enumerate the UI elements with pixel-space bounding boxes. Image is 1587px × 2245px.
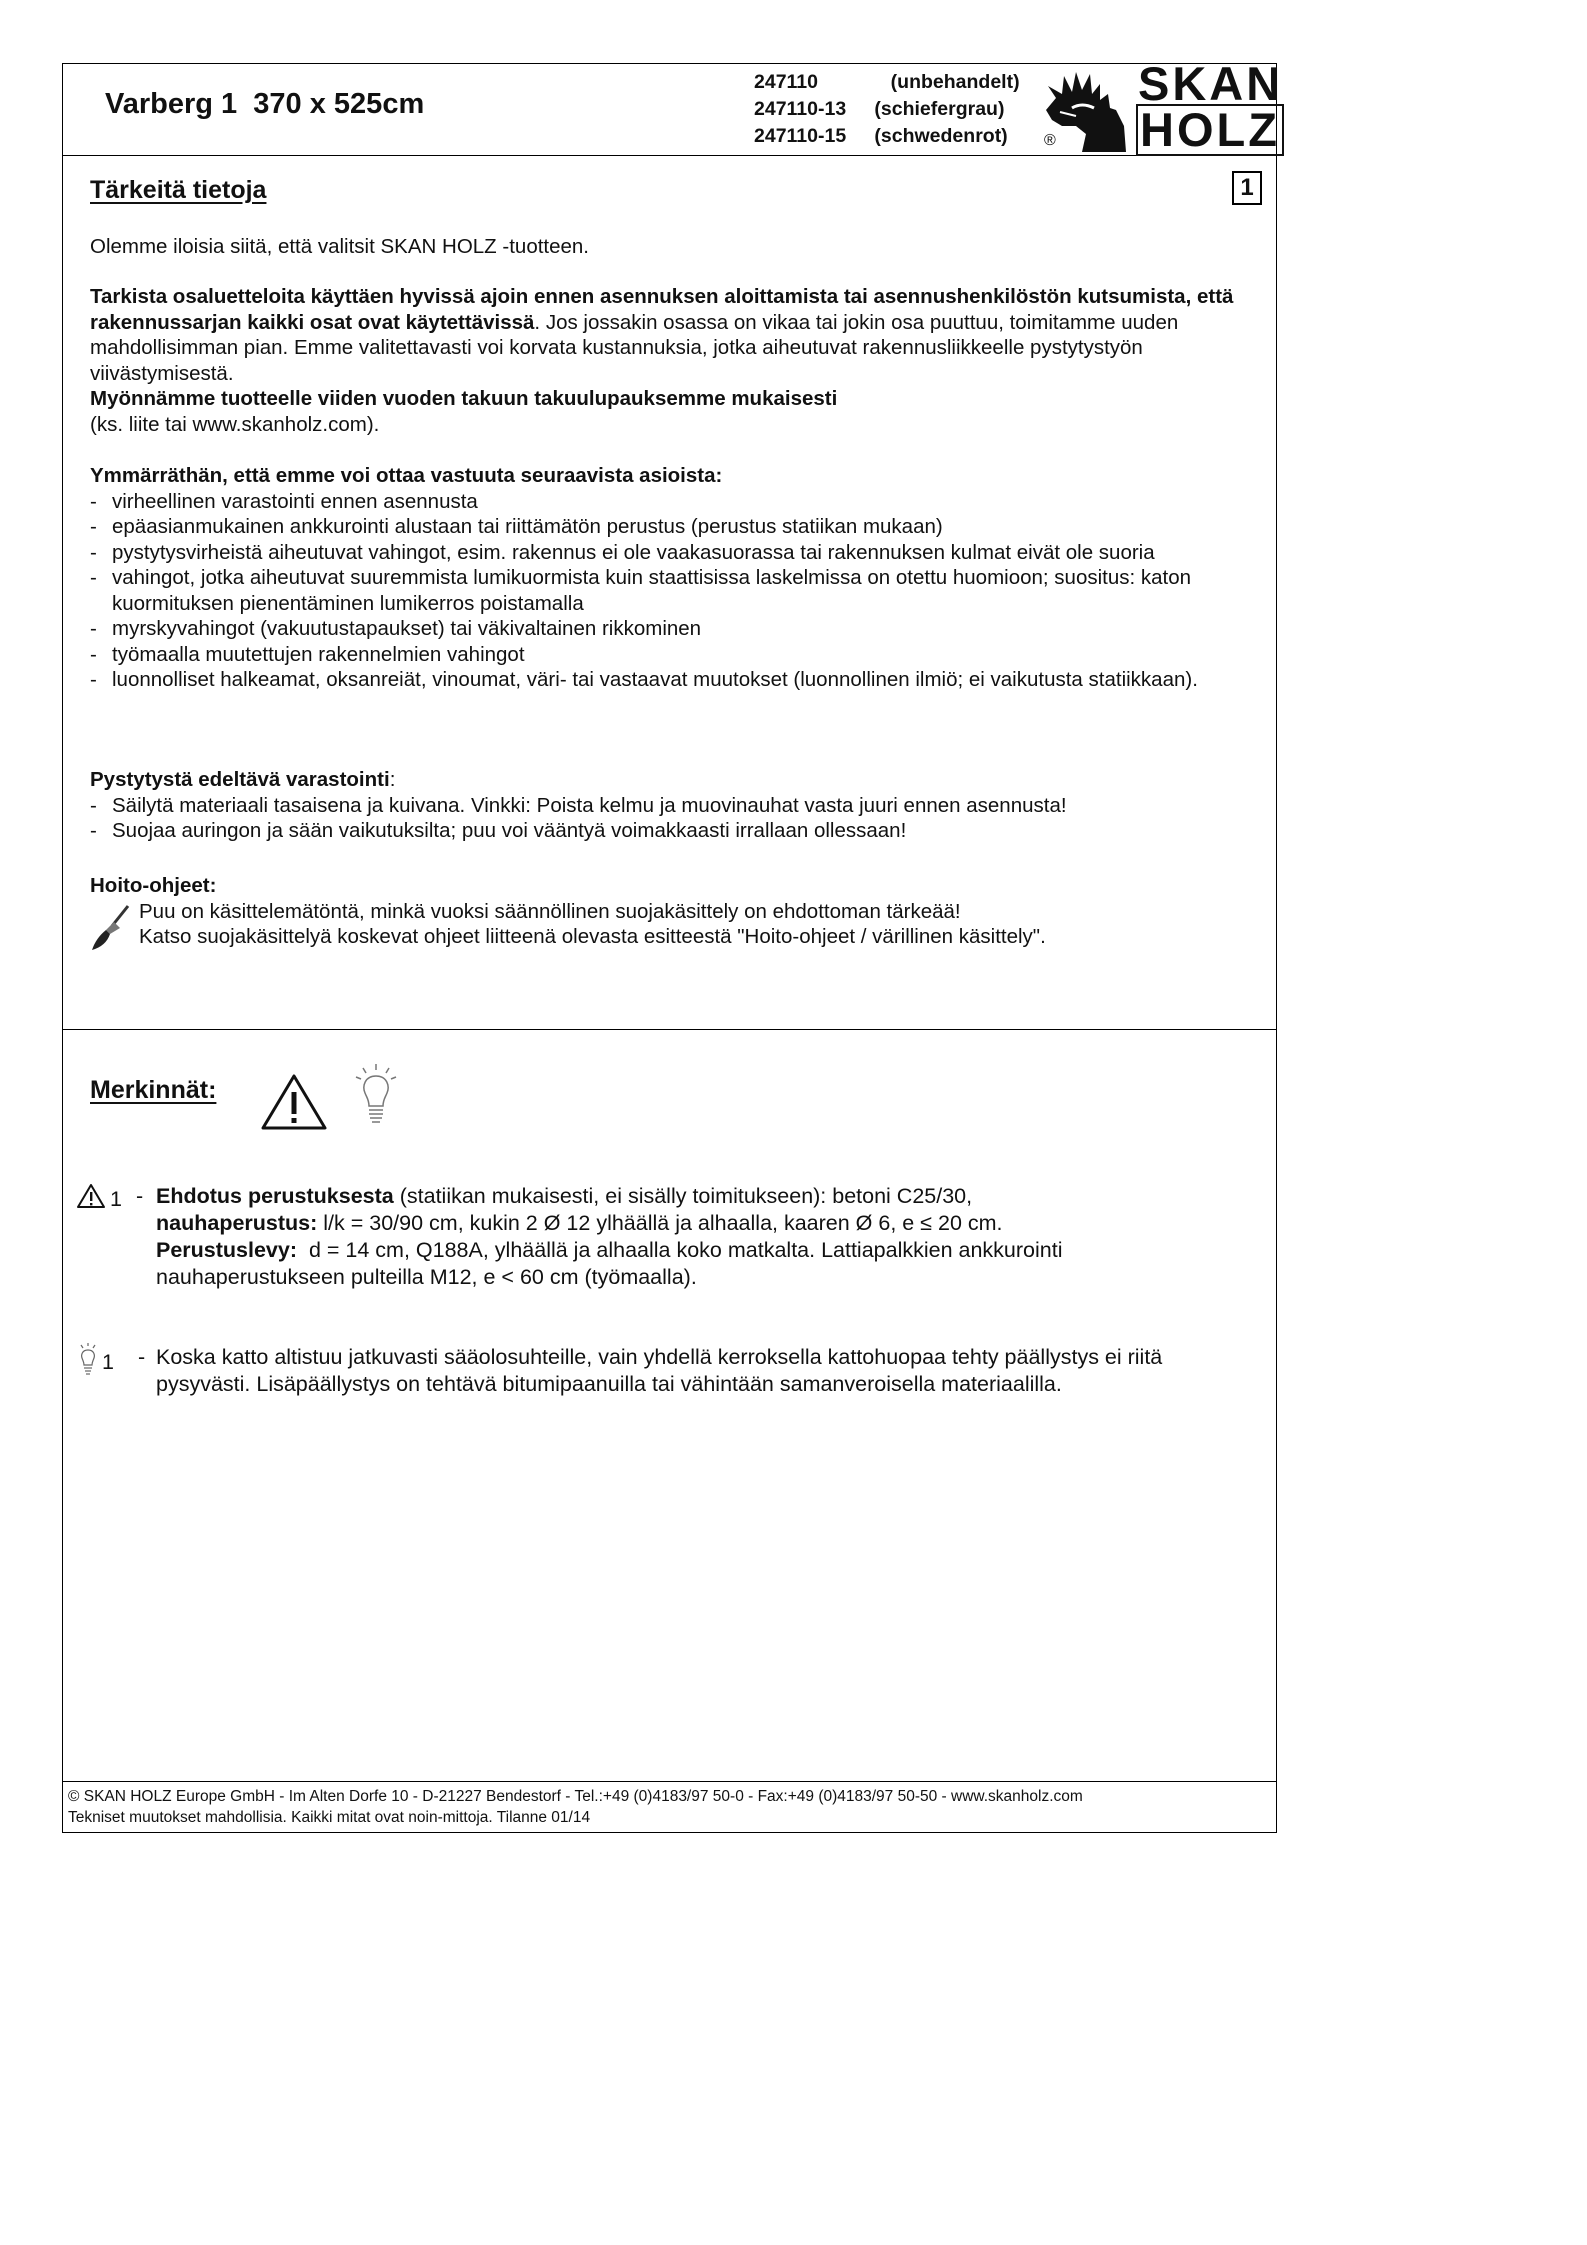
article-variant: (schwedenrot): [869, 125, 1008, 147]
article-variant: (unbehandelt): [869, 71, 1020, 93]
logo-line-holz: HOLZ: [1140, 103, 1280, 156]
check-paragraph: [90, 284, 1256, 437]
registered-mark: ®: [1044, 132, 1056, 149]
strip-bold: nauhaperustus:: [156, 1211, 318, 1235]
info-heading-wrap: [90, 178, 1256, 205]
info-heading: Tärkeitä tietoja: [90, 176, 267, 204]
care-heading: Hoito-ohjeet:: [90, 874, 217, 897]
foundation-bold: Ehdotus perustuksesta: [156, 1184, 394, 1208]
instruction-sheet: [62, 57, 1284, 1833]
article-code-row: [754, 69, 1020, 96]
product-title: Varberg 1 370 x 525cm: [105, 88, 425, 120]
warning-triangle-icon: [76, 1183, 106, 1209]
foundation-rest: (statiikan mukaisesti, ei sisälly toimitukseen): betoni C25/30,: [393, 1184, 973, 1208]
storage-heading: Pystytystä edeltävä varastointi: [90, 768, 390, 791]
paint-brush-icon: [90, 904, 130, 952]
warning-triangle-icon: [259, 1072, 329, 1132]
note-index: 1: [102, 1350, 114, 1374]
light-bulb-icon: [353, 1062, 399, 1128]
liability-heading: Ymmärräthän, että emme voi ottaa vastuuta seuraavista asioista:: [90, 464, 723, 487]
list-item: - Suojaa auringon ja sään vaikutuksilta; puu voi vääntyä voimakkaasti irrallaan ollessaan!: [90, 818, 1256, 844]
article-code-row: [754, 123, 1020, 150]
header: [63, 57, 1284, 156]
care-line-1: Puu on käsittelemätöntä, minkä vuoksi säännöllinen suojakäsittely on ehdottoman tärkeää!: [139, 899, 961, 923]
strip-rest: l/k = 30/90 cm, kukin 2 Ø 12 ylhäällä ja alhaalla, kaaren Ø 6, e ≤ 20 cm.: [317, 1211, 1003, 1235]
page-number: 1: [1232, 171, 1262, 205]
note-dash: -: [136, 1184, 144, 1208]
logo-line-skan: SKAN: [1138, 57, 1284, 110]
warranty-rest-text: (ks. liite tai www.skanholz.com).: [90, 412, 380, 436]
list-item: - myrskyvahingot (vakuutustapaukset) tai väkivaltainen rikkominen: [90, 616, 1256, 642]
care-section: [90, 873, 1256, 950]
storage-heading-line: [90, 767, 1256, 793]
storage-list: [90, 793, 1256, 844]
slab-line: [156, 1237, 1256, 1291]
note-index: 1: [110, 1187, 122, 1211]
warranty-bold-text: Myönnämme tuotteelle viiden vuoden takuun takuulupauksemme mukaisesti: [90, 387, 838, 410]
list-item: - Säilytä materiaali tasaisena ja kuivana. Vinkki: Poista kelmu ja muovinauhat vasta juuri ennen asennusta!: [90, 793, 1256, 819]
storage-colon: :: [389, 768, 396, 791]
check-text: [90, 284, 1256, 386]
note-body: [156, 1344, 1256, 1398]
list-item: - epäasianmukainen ankkurointi alustaan tai riittämätön perustus (perustus statiikan mukaan): [90, 514, 1256, 540]
article-number: 247110: [754, 71, 818, 93]
article-codes: [754, 69, 1020, 150]
light-bulb-icon: [76, 1342, 100, 1376]
care-body: [90, 899, 1256, 950]
care-line-2: Katso suojakäsittelyä koskevat ohjeet liitteenä olevasta esitteestä "Hoito-ohjeet / värillinen käsittely".: [139, 925, 1046, 948]
intro-paragraph: [90, 234, 1256, 260]
list-item: - luonnolliset halkeamat, oksanreiät, vinoumat, väri- tai vastaavat muutokset (luonnollinen ilmiö; ei vaikutusta statiikkaan).: [90, 667, 1256, 693]
list-item: - pystytysvirheistä aiheutuvat vahingot, esim. rakennus ei ole vaakasuorassa tai rakennuksen kulmat eivät ole suoria: [90, 540, 1256, 566]
liability-section: [90, 463, 1256, 693]
slab-bold: Perustuslevy:: [156, 1238, 298, 1262]
section-divider: [63, 1029, 1276, 1030]
list-item: - työmaalla muutettujen rakennelmien vahingot: [90, 642, 1256, 668]
markings-heading: Merkinnät:: [90, 1076, 217, 1104]
note-body: [156, 1183, 1256, 1291]
note-dash: -: [138, 1345, 146, 1369]
storage-section: [90, 767, 1256, 844]
slab-rest: d = 14 cm, Q188A, ylhäällä ja alhaalla koko matkalta. Lattiapalkkien ankkurointi nauhaperustukseen pulteilla M12, e < 60 cm (työmaalla).: [156, 1238, 1069, 1289]
intro-text: Olemme iloisia siitä, että valitsit SKAN HOLZ -tuotteen.: [90, 235, 590, 258]
strip-line: [156, 1210, 1256, 1237]
skan-holz-logo: [1042, 57, 1284, 156]
foundation-line: [156, 1183, 1256, 1210]
liability-list: [90, 489, 1256, 693]
roofing-text: Koska katto altistuu jatkuvasti sääolosuhteille, vain yhdellä kerroksella kattohuopaa tehty päällystys ei riitä pysyvästi. Lisäpäällystys on tehtävä bitumipaanuilla tai vähintään samanveroisella materiaalilla.: [156, 1345, 1163, 1396]
footer-disclaimer-line: Tekniset muutokset mahdollisia. Kaikki mitat ovat noin-mittoja. Tilanne 01/14: [68, 1809, 591, 1826]
check-bold-text: Tarkista osaluetteloita käyttäen hyvissä ajoin ennen asennuksen aloittamista tai asennushenkilöstön kutsumista, että rakennussarjan kaikki osat ovat käytettävissä: [90, 285, 1234, 334]
article-number: 247110-15: [754, 125, 847, 147]
list-item: - vahingot, jotka aiheutuvat suuremmista lumikuormista kuin staattisissa laskelmissa on otettu huomioon; suositus: katon kuormituksen pienentäminen lumikerros poistamalla: [90, 565, 1256, 616]
article-code-row: [754, 96, 1020, 123]
footer: [63, 1781, 1276, 1834]
foundation-note: [76, 1183, 1256, 1303]
check-rest-text: . Jos jossakin osassa on vikaa tai jokin osa puuttuu, toimitamme uuden mahdollisimman pian. Emme valitettavasti voi korvata kustannuksia, jotka aiheutuvat rakennusliikkeelle pystytystyön viivästymisestä.: [90, 310, 1179, 385]
article-number: 247110-13: [754, 98, 847, 120]
article-variant: (schiefergrau): [869, 98, 1005, 120]
list-item: - virheellinen varastointi ennen asennusta: [90, 489, 1256, 515]
footer-company-line: © SKAN HOLZ Europe GmbH - Im Alten Dorfe 10 - D-21227 Bendestorf - Tel.:+49 (0)4183/97 50-0 - Fax:+49 (0)4183/97 50-50 - www.skanholz.com: [68, 1788, 1083, 1805]
roofing-note: [76, 1344, 1256, 1444]
